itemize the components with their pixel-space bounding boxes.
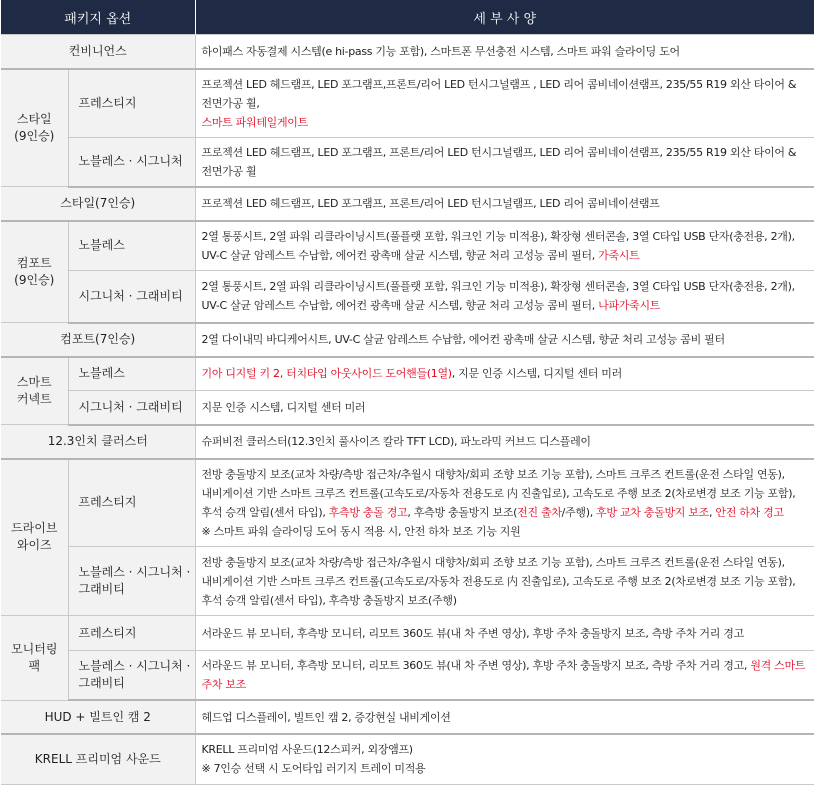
header-package-option: 패키지 옵션 <box>1 0 195 35</box>
spec-text: 내비게이션 기반 스마트 크루즈 컨트롤(고속도로/자동차 전용도로 内 진출입로), 고속도로 주행 보조 2(차로변경 보조 기능 포함), <box>201 486 796 500</box>
row-smartconnect-noblesse <box>1 357 814 391</box>
group-label-line: 드라이브 <box>11 521 58 536</box>
spec-highlight: 나파가죽시트 <box>598 299 661 313</box>
table-header <box>1 0 814 35</box>
row-label-style7: 스타일(7인승) <box>1 187 195 221</box>
row-label-convenience: 컨비니언스 <box>1 35 195 69</box>
row-monitoring-prestige <box>1 616 814 651</box>
group-label-line: 와이즈 <box>16 538 52 553</box>
row-desc-smartconnect-noblesse <box>195 357 814 391</box>
group-label-smartconnect <box>1 357 68 425</box>
group-label-monitoring <box>1 616 68 701</box>
group-label-line: 컴포트 <box>16 255 52 270</box>
group-label-drivewise <box>1 459 68 616</box>
row-desc-convenience: 하이패스 자동결제 시스템(e hi-pass 기능 포함), 스마트폰 무선충전 시스템, 스마트 파워 슬라이딩 도어 <box>195 35 814 69</box>
trim-label-prestige: 프레스티지 <box>68 69 195 138</box>
trim-label-noblesse-signature-gravity <box>68 547 195 616</box>
row-style7 <box>1 187 814 221</box>
spec-text: 프로젝션 LED 헤드램프, LED 포그램프,프론트/리어 LED 턴시그널램프 , LED 리어 콤비네이션램프, 235/55 R19 외산 타이어 & 전면가공 휠, <box>201 77 797 110</box>
trim-label-signature-gravity: 시그니처 · 그래비티 <box>68 391 195 425</box>
spec-highlight: 전진 출차 <box>517 505 562 519</box>
group-label-comfort9 <box>1 221 68 323</box>
spec-text: 전방 충돌방지 보조(교차 차량/측방 접근차/추월시 대향차/회피 조향 보조 기능 포함), 스마트 크루즈 컨트롤(운전 스타일 연동), <box>201 467 785 481</box>
row-desc-style9-noblesse: 프로젝션 LED 헤드램프, LED 포그램프, 프론트/리어 LED 턴시그널램프, LED 리어 콤비네이션램프, 235/55 R19 외산 타이어 & 전면가공 휠 <box>195 137 814 187</box>
trim-label-noblesse: 노블레스 <box>68 221 195 271</box>
spec-highlight: 후방 교차 충돌방지 보조 <box>596 505 709 519</box>
row-desc-comfort9-signature <box>195 271 814 323</box>
row-desc-drivewise-prestige <box>195 459 814 547</box>
spec-text: 전방 충돌방지 보조(교차 차량/측방 접근차/추월시 대향차/회피 조향 보조 기능 포함), 스마트 크루즈 컨트롤(운전 스타일 연동), <box>201 555 785 569</box>
spec-highlight: 안전 하차 경고 <box>715 505 784 519</box>
row-cluster <box>1 425 814 459</box>
spec-text: 2열 통풍시트, 2열 파워 리클라이닝시트(풀플랫 포함, 워크인 기능 미적용), 확장형 센터콘솔, 3열 C타입 USB 단자(충전용, 2개), <box>201 229 795 243</box>
trim-label-line: 노블레스 · 시그니처 · <box>78 659 191 673</box>
trim-label-noblesse-signature-gravity <box>68 651 195 701</box>
row-comfort9-signature <box>1 271 814 323</box>
spec-text: 내비게이션 기반 스마트 크루즈 컨트롤(고속도로/자동차 전용도로 内 진출입로), 고속도로 주행 보조 2(차로변경 보조 기능 포함), <box>201 574 796 588</box>
group-label-line: (9인승) <box>14 272 55 287</box>
row-desc-comfort9-noblesse <box>195 221 814 271</box>
row-desc-krell <box>195 734 814 784</box>
trim-label-noblesse-signature: 노블레스 · 시그니처 <box>68 137 195 187</box>
spec-highlight: 기아 디지털 키 2, 터치타입 아웃사이드 도어핸들(1열) <box>201 367 452 381</box>
row-drivewise-noblesse <box>1 547 814 616</box>
spec-note: ※ 스마트 파워 슬라이딩 도어 동시 적용 시, 안전 하차 보조 기능 지원 <box>201 524 521 538</box>
spec-highlight: 가죽시트 <box>598 248 640 262</box>
row-krell <box>1 734 814 784</box>
row-style9-prestige <box>1 69 814 138</box>
spec-text: 2열 통풍시트, 2열 파워 리클라이닝시트(풀플랫 포함, 워크인 기능 미적용), 확장형 센터콘솔, 3열 C타입 USB 단자(충전용, 2개), <box>201 280 795 294</box>
row-label-krell: KRELL 프리미엄 사운드 <box>1 734 195 784</box>
row-drivewise-prestige <box>1 459 814 547</box>
spec-text: 서라운드 뷰 모니터, 후측방 모니터, 리모트 360도 뷰(내 차 주변 영상), 후방 주차 충돌방지 보조, 측방 주차 거리 경고, <box>201 659 748 672</box>
trim-label-signature-gravity: 시그니처 · 그래비티 <box>68 271 195 323</box>
spec-highlight: 원격 스마트 주차 보조 <box>201 659 806 691</box>
spec-note: ※ 7인승 선택 시 도어타입 러기지 트레이 미적용 <box>201 762 426 776</box>
trim-label-noblesse: 노블레스 <box>68 357 195 391</box>
trim-label-line: 그래비티 <box>78 676 125 690</box>
spec-text: UV-C 살균 암레스트 수납함, 에어컨 광촉매 살균 시스템, 향균 처리 고성능 콤비 필터, <box>201 248 595 262</box>
spec-text: 후석 승객 알림(센서 타입), <box>201 505 329 519</box>
group-label-line: (9인승) <box>14 128 55 143</box>
trim-label-line: 노블레스 · 시그니처 · <box>78 565 191 579</box>
spec-text: KRELL 프리미엄 사운드(12스피커, 외장앰프) <box>201 743 413 757</box>
row-desc-smartconnect-signature: 지문 인증 시스템, 디지털 센터 미러 <box>195 391 814 425</box>
group-label-line: 스마트 <box>16 374 52 389</box>
group-label-line: 팩 <box>28 658 41 673</box>
row-style9-noblesse <box>1 137 814 187</box>
row-desc-cluster: 슈퍼비전 클러스터(12.3인치 풀사이즈 칼라 TFT LCD), 파노라믹 커브드 디스플레이 <box>195 425 814 459</box>
row-desc-drivewise-noblesse <box>195 547 814 616</box>
group-label-line: 스타일 <box>16 111 52 126</box>
group-label-style9 <box>1 69 68 187</box>
row-comfort9-noblesse <box>1 221 814 271</box>
group-label-line: 모니터링 <box>11 641 58 656</box>
header-spec: 세 부 사 양 <box>195 0 814 35</box>
row-label-cluster: 12.3인치 클러스터 <box>1 425 195 459</box>
spec-highlight: 후측방 충돌 경고 <box>328 505 408 519</box>
row-desc-monitoring-noblesse <box>195 651 814 701</box>
spec-highlight: 스마트 파워테일게이트 <box>201 115 308 129</box>
spec-text: , <box>708 505 716 519</box>
row-label-comfort7: 컴포트(7인승) <box>1 323 195 357</box>
row-desc-comfort7: 2열 다이내믹 바디케어시트, UV-C 살균 암레스트 수납함, 에어컨 광촉매 살균 시스템, 향균 처리 고성능 콤비 필터 <box>195 323 814 357</box>
row-label-hud: HUD + 빌트인 캠 2 <box>1 700 195 734</box>
group-label-line: 커넥트 <box>16 391 52 406</box>
spec-text: 후석 승객 알림(센서 타입), 후측방 충돌방지 보조(주행) <box>201 593 457 607</box>
spec-text: /주행), <box>561 505 597 519</box>
row-desc-monitoring-prestige: 서라운드 뷰 모니터, 후측방 모니터, 리모트 360도 뷰(내 차 주변 영상), 후방 주차 충돌방지 보조, 측방 주차 거리 경고 <box>195 616 814 651</box>
package-options-table <box>1 0 814 785</box>
trim-label-prestige: 프레스티지 <box>68 616 195 651</box>
spec-text: UV-C 살균 암레스트 수납함, 에어컨 광촉매 살균 시스템, 향균 처리 고성능 콤비 필터, <box>201 299 595 313</box>
row-monitoring-noblesse <box>1 651 814 701</box>
trim-label-prestige: 프레스티지 <box>68 459 195 547</box>
spec-text: , 지문 인증 시스템, 디지털 센터 미러 <box>451 367 622 381</box>
row-desc-hud: 헤드업 디스플레이, 빌트인 캠 2, 증강현실 내비게이션 <box>195 700 814 734</box>
row-desc-style9-prestige <box>195 69 814 138</box>
spec-text: , 후측방 충돌방지 보조( <box>407 505 518 519</box>
row-smartconnect-signature <box>1 391 814 425</box>
row-hud <box>1 700 814 734</box>
row-convenience <box>1 35 814 69</box>
trim-label-line: 그래비티 <box>78 582 125 596</box>
row-comfort7 <box>1 323 814 357</box>
row-desc-style7: 프로젝션 LED 헤드램프, LED 포그램프, 프론트/리어 LED 턴시그널램프, LED 리어 콤비네이션램프 <box>195 187 814 221</box>
